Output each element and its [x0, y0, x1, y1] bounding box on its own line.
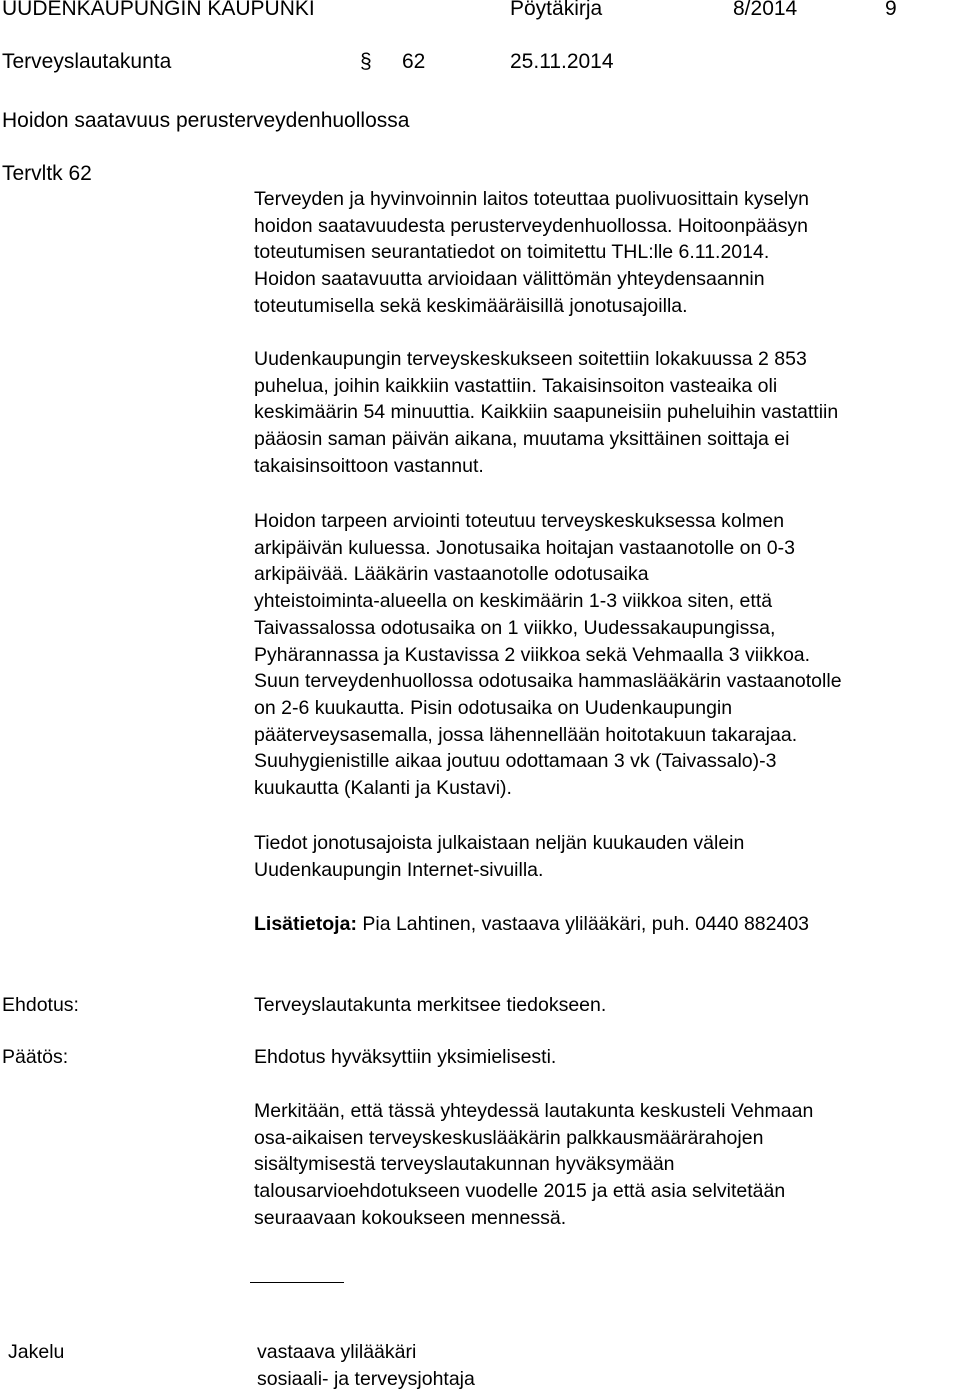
distribution-label: Jakelu [8, 1341, 65, 1363]
text-line: Uudenkaupungin terveyskeskukseen soitettiin lokakuussa 2 853 [254, 348, 807, 370]
section-sign-icon: § [360, 50, 372, 73]
text-line: Suuhygienistille aikaa joutuu odottamaan 3 vk (Taivassalo)-3 [254, 750, 777, 773]
text-line: Tiedot jonotusajoista julkaistaan neljän kuukauden välein [254, 832, 745, 854]
text-line: Hoidon tarpeen arviointi toteutuu terveyskeskuksessa kolmen [254, 510, 785, 532]
text-line: toteutumisen seurantatiedot on toimitettu THL:lle 6.11.2014. [254, 241, 770, 264]
proposal-text: Terveyslautakunta merkitsee tiedokseen. [254, 994, 607, 1016]
document-number: 8/2014 [733, 0, 798, 20]
distribution-recipient: vastaava ylilääkäri [257, 1341, 417, 1363]
text-line: on 2-6 kuukautta. Pisin odotusaika on Uudenkaupungin [254, 696, 733, 719]
text-line: keskimäärin 54 minuuttia. Kaikkiin saapuneisiin puheluihin vastattiin [254, 401, 839, 424]
page-title: Hoidon saatavuus perusterveydenhuollossa [2, 109, 410, 132]
text-line: kuukautta (Kalanti ja Kustavi). [254, 777, 512, 800]
text-line: Uudenkaupungin Internet-sivuilla. [254, 858, 544, 881]
paragraph-waiting-times [254, 508, 959, 802]
decision-text: Ehdotus hyväksyttiin yksimielisesti. [254, 1046, 557, 1068]
text-line: sisältymisestä terveyslautakunnan hyväksymään [254, 1153, 675, 1176]
text-line: Suun terveydenhuollossa odotusaika hammaslääkärin vastaanotolle [254, 670, 842, 693]
section-sign-icon [72, 163, 84, 184]
proposal-label: Ehdotus: [2, 994, 79, 1016]
distribution-recipient: sosiaali- ja terveysjohtaja [257, 1368, 475, 1390]
text-line: Hoidon saatavuutta arvioidaan välittömän yhteydensaannin [254, 268, 765, 291]
text-line: yhteistoiminta-alueella on keskimäärin 1-3 viikkoa siten, että [254, 590, 773, 613]
text-line: takaisinsoittoon vastannut. [254, 454, 484, 477]
page-number: 9 [885, 0, 897, 20]
contact-label: Lisätietoja: [254, 913, 357, 935]
signature-line [250, 1282, 344, 1283]
text-line: seuraavaan kokoukseen mennessä. [254, 1206, 567, 1229]
meeting-date: 25.11.2014 [510, 50, 614, 73]
paragraph-publication [254, 830, 959, 883]
text-line: osa-aikaisen terveyskeskuslääkärin palkkausmäärärahojen [254, 1126, 764, 1149]
text-line: Pyhärannassa ja Kustavissa 2 viikkoa sekä Vehmaalla 3 viikkoa. [254, 643, 811, 666]
text-line: arkipäivän kuluessa. Jonotusaika hoitajan vastaanotolle on 0-3 [254, 536, 795, 559]
text-line: toteutumisella sekä keskimääräisillä jonotusajoilla. [254, 294, 688, 317]
organization-name: UUDENKAUPUNGIN KAUPUNKI [2, 0, 315, 20]
section-number: 62 [402, 50, 426, 73]
text-line: Terveyden ja hyvinvoinnin laitos toteuttaa puolivuosittain kyselyn [254, 188, 809, 210]
text-line: hoidon saatavuudesta perusterveydenhuollossa. Hoitoonpääsyn [254, 214, 808, 237]
text-line: pääterveysasemalla, jossa lähennellään hoitotakuun takarajaa. [254, 723, 798, 746]
document-type: Pöytäkirja [510, 0, 603, 20]
text-line: arkipäivää. Lääkärin vastaanotolle odotusaika [254, 563, 649, 586]
paragraph-note [254, 1098, 959, 1232]
text-line: talousarvioehdotukseen vuodelle 2015 ja että asia selvitetään [254, 1180, 786, 1203]
text-line: pääosin saman päivän aikana, muutama yksittäinen soittaja ei [254, 428, 790, 451]
text-line: Taivassalossa odotusaika on 1 viikko, Uudessakaupungissa, [254, 616, 776, 639]
text-line: puhelua, joihin kaikkiin vastattiin. Takaisinsoiton vasteaika oli [254, 374, 778, 397]
section-reference: Tervltk 62 [2, 162, 92, 185]
text-line: Merkitään, että tässä yhteydessä lautakunta keskusteli Vehmaan [254, 1100, 814, 1122]
board-name: Terveyslautakunta [2, 50, 172, 73]
paragraph-phone-calls [254, 346, 959, 480]
contact-info [254, 911, 959, 938]
contact-text: Pia Lahtinen, vastaava ylilääkäri, puh. 0440 882403 [356, 913, 810, 935]
decision-label: Päätös: [2, 1046, 69, 1068]
paragraph-survey [254, 186, 959, 320]
